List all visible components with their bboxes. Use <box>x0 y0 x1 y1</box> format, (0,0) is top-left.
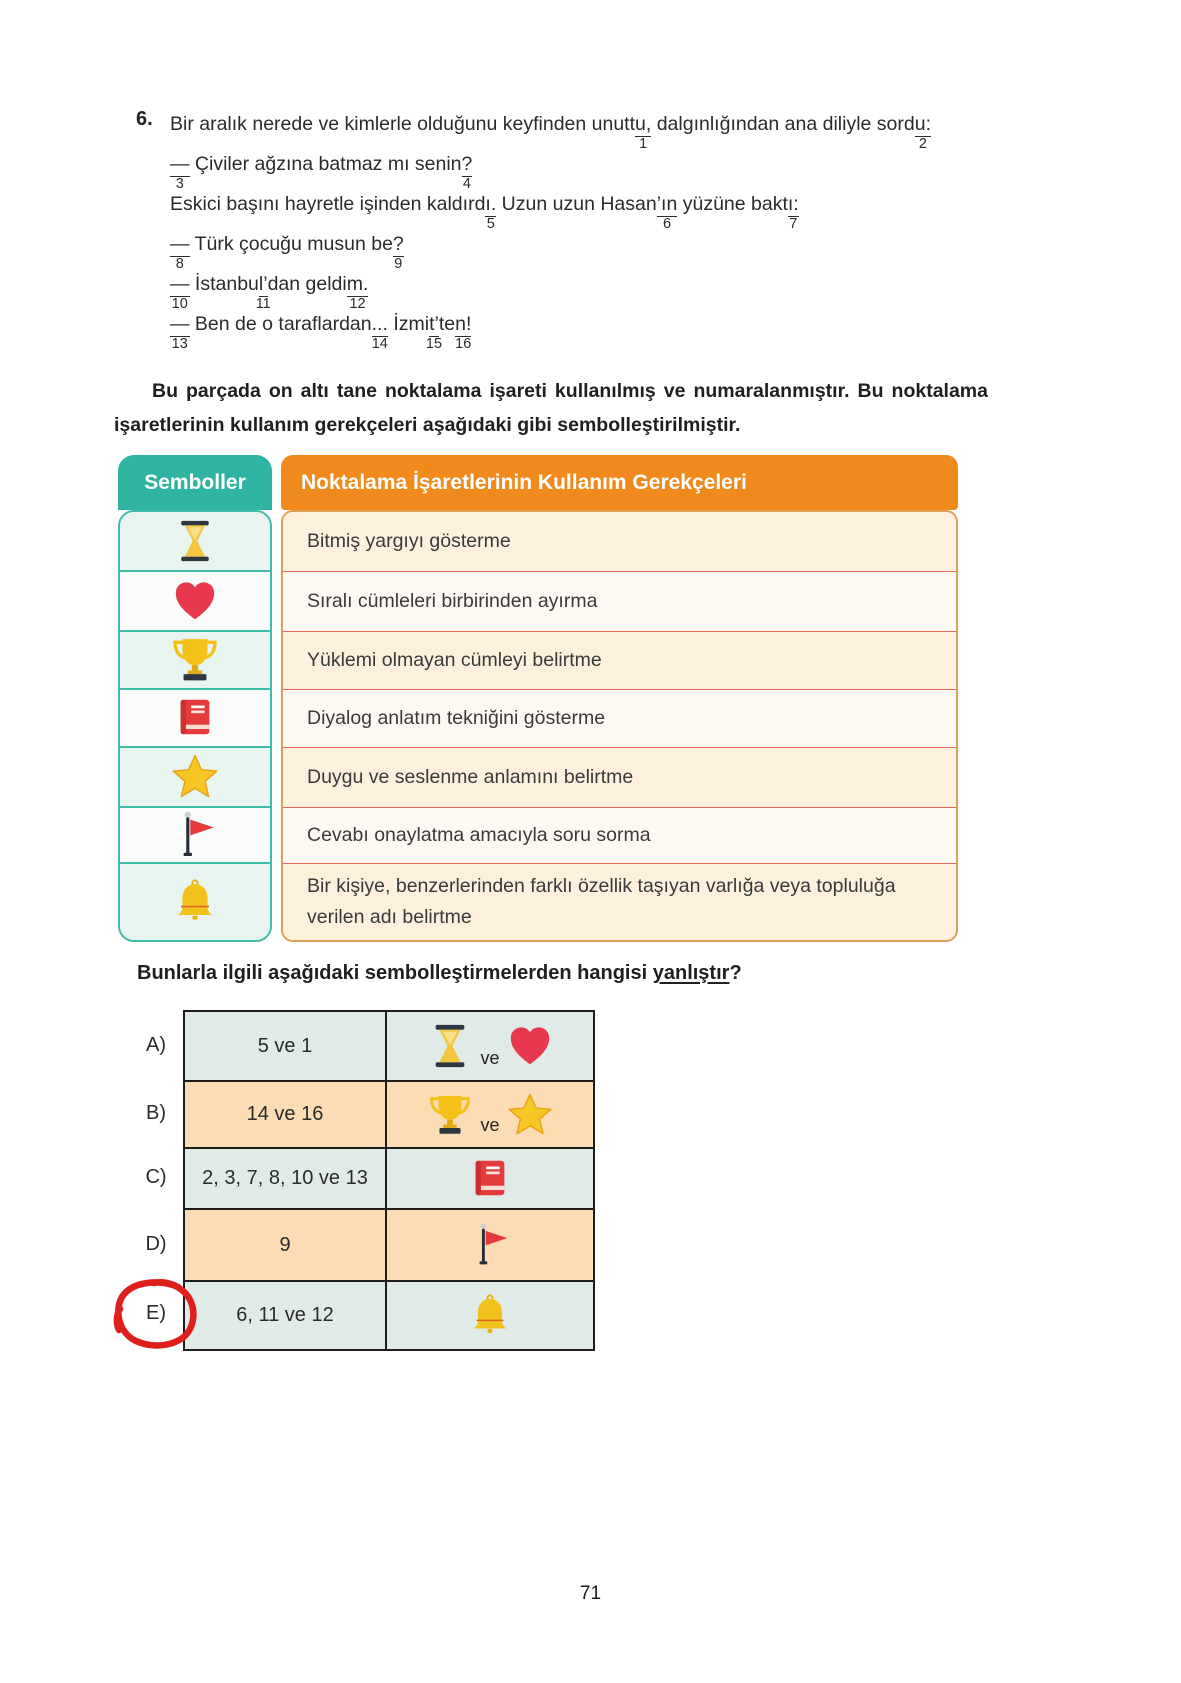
question-number: 6. <box>136 108 153 130</box>
reason-row <box>283 864 956 940</box>
punct-number-3: 3 <box>175 176 184 192</box>
option-numbers: 14 ve 16 <box>185 1082 387 1147</box>
option-label-c: C) <box>145 1166 167 1188</box>
reason-row <box>283 748 956 808</box>
option-icons <box>387 1149 593 1208</box>
punct-mark-13: — 13 <box>170 313 190 352</box>
punct-mark-8: — 8 <box>170 233 190 272</box>
text-segment: yüzüne bakt <box>677 193 788 215</box>
punct-number-9: 9 <box>394 256 403 272</box>
punct-number-1: 1 <box>639 136 648 152</box>
text-segment: İzmi <box>387 313 430 335</box>
option-numbers: 9 <box>185 1210 387 1280</box>
reason-text: Bitmiş yargıyı gösterme <box>307 530 511 552</box>
symbol-cell <box>120 748 270 808</box>
flag-icon <box>467 1222 513 1268</box>
reason-row <box>283 572 956 632</box>
option-label-b: B) <box>146 1102 166 1124</box>
punct-mark-11: l’ 11 <box>255 273 271 312</box>
punct-mark-7: ı: 7 <box>787 193 799 232</box>
reason-row <box>283 690 956 748</box>
hourglass-icon <box>173 519 217 563</box>
option-numbers: 5 ve 1 <box>185 1012 387 1080</box>
punct-mark-15: t’ 15 <box>425 313 443 352</box>
text-segment: Uzun uzun Hasan <box>496 193 657 215</box>
star-icon <box>171 753 219 801</box>
answer-circle-annotation <box>112 1277 200 1355</box>
option-label-e: E) <box>146 1302 166 1324</box>
bell-icon <box>171 878 219 926</box>
text-segment: Bir aralık nerede ve kimlerle olduğunu keyfinden unutt <box>170 113 636 135</box>
punct-mark-2: u: 2 <box>914 113 931 152</box>
punct-number-2: 2 <box>918 136 927 152</box>
reason-text: Yüklemi olmayan cümleyi belirtme <box>307 649 602 671</box>
bell-icon <box>467 1293 513 1339</box>
text-segment: te <box>438 313 456 335</box>
question-line-2 <box>170 144 931 192</box>
punct-number-5: 5 <box>486 216 495 232</box>
symbol-cell <box>120 512 270 572</box>
text-segment: dalgınlığından ana diliyle sord <box>651 113 915 135</box>
symbol-cell <box>120 864 270 940</box>
punct-number-4: 4 <box>462 176 471 192</box>
reason-text: Sıralı cümleleri birbirinden ayırma <box>307 590 598 612</box>
punct-number-12: 12 <box>349 296 366 312</box>
symbol-cell <box>120 690 270 748</box>
punct-number-10: 10 <box>171 296 188 312</box>
punct-number-8: 8 <box>175 256 184 272</box>
reason-text: Cevabı onaylatma amacıyla soru sorma <box>307 824 651 846</box>
reason-row <box>283 512 956 572</box>
intro-paragraph: Bu parçada on altı tane noktalama işareti kullanılmış ve numaralanmıştır. Bu noktalama işaretlerinin kullanım gerekçeleri aşağıdaki gibi sembolleştirilmiştir. <box>114 380 988 436</box>
option-row-d <box>185 1210 593 1282</box>
option-numbers: 2, 3, 7, 8, 10 ve 13 <box>185 1149 387 1208</box>
punct-mark-3: — 3 <box>170 153 190 192</box>
option-numbers: 6, 11 ve 12 <box>185 1282 387 1349</box>
symbols-column <box>118 510 272 942</box>
text-segment: dan geldi <box>267 273 347 295</box>
reason-text: Bir kişiye, benzerlerinden farklı özellik taşıyan varlığa veya topluluğa verilen adı belirtme <box>307 875 896 928</box>
punct-mark-12: m. 12 <box>346 273 369 312</box>
prompt-question <box>137 962 742 985</box>
question-line-1 <box>170 104 931 152</box>
text-segment: İstanbu <box>189 273 259 295</box>
symbol-cell <box>120 808 270 864</box>
symbol-cell <box>120 572 270 632</box>
ve-connector: ve <box>480 1048 500 1068</box>
symbols-column-header: Semboller <box>118 455 272 510</box>
punct-number-15: 15 <box>425 336 443 352</box>
heart-icon <box>172 578 218 624</box>
text-segment: Eskici başını hayretle işinden kaldırd <box>170 193 486 215</box>
page-number: 71 <box>579 1583 602 1604</box>
option-label-d: D) <box>145 1232 167 1255</box>
question-line-3 <box>170 184 931 232</box>
option-label-a: A) <box>146 1033 166 1056</box>
reasons-column-header: Noktalama İşaretlerinin Kullanım Gerekçeleri <box>281 455 958 510</box>
trophy-icon <box>170 635 220 685</box>
flag-icon <box>170 810 220 860</box>
punct-number-7: 7 <box>789 216 798 232</box>
option-icons <box>387 1012 593 1080</box>
option-row-b <box>185 1082 593 1149</box>
ve-connector: ve <box>480 1115 500 1135</box>
option-row-a <box>185 1012 593 1082</box>
punct-number-16: 16 <box>455 336 472 352</box>
punct-number-13: 13 <box>171 336 188 352</box>
prompt-text-before: Bunlarla ilgili aşağıdaki sembolleştirmelerden hangisi <box>137 962 653 984</box>
punct-mark-1: u, 1 <box>635 113 652 152</box>
heart-icon <box>507 1023 553 1069</box>
hourglass-icon <box>427 1023 473 1069</box>
reason-text: Duygu ve seslenme anlamını belirtme <box>307 766 634 788</box>
punct-mark-4: ? 4 <box>461 153 473 192</box>
punct-mark-16: n! 16 <box>455 313 472 352</box>
punct-number-14: 14 <box>371 336 388 352</box>
reason-text: Diyalog anlatım tekniğini gösterme <box>307 707 606 729</box>
answer-options-table <box>183 1010 595 1351</box>
option-icons <box>387 1082 593 1147</box>
text-segment: Türk çocuğu musun be <box>189 233 393 255</box>
punct-mark-9: ? 9 <box>392 233 404 272</box>
punct-number-6: 6 <box>662 216 672 232</box>
punct-mark-10: — 10 <box>170 273 190 312</box>
question-line-6 <box>170 304 931 352</box>
prompt-text-after: ? <box>729 962 742 984</box>
reason-row <box>283 808 956 864</box>
question-line-5 <box>170 264 931 312</box>
text-segment: Ben de o taraflardan <box>189 313 372 335</box>
punct-mark-14: ... 14 <box>371 313 388 352</box>
star-icon <box>507 1092 553 1138</box>
option-icons <box>387 1210 593 1280</box>
symbol-cell <box>120 632 270 690</box>
option-icons <box>387 1282 593 1349</box>
punct-mark-6: ’ın 6 <box>656 193 678 232</box>
punct-mark-5: ı. 5 <box>485 193 497 232</box>
option-row-c <box>185 1149 593 1210</box>
reason-row <box>283 632 956 690</box>
text-segment: Çiviler ağzına batmaz mı senin <box>189 153 462 175</box>
book-icon <box>467 1156 513 1202</box>
trophy-icon <box>427 1092 473 1138</box>
punct-number-11: 11 <box>255 296 271 312</box>
prompt-underlined-word: yanlıştır <box>652 962 730 984</box>
reasons-column <box>281 510 958 942</box>
question-line-4 <box>170 224 931 272</box>
question-paragraph <box>170 104 931 352</box>
book-icon <box>172 695 218 741</box>
option-row-e <box>185 1282 593 1349</box>
